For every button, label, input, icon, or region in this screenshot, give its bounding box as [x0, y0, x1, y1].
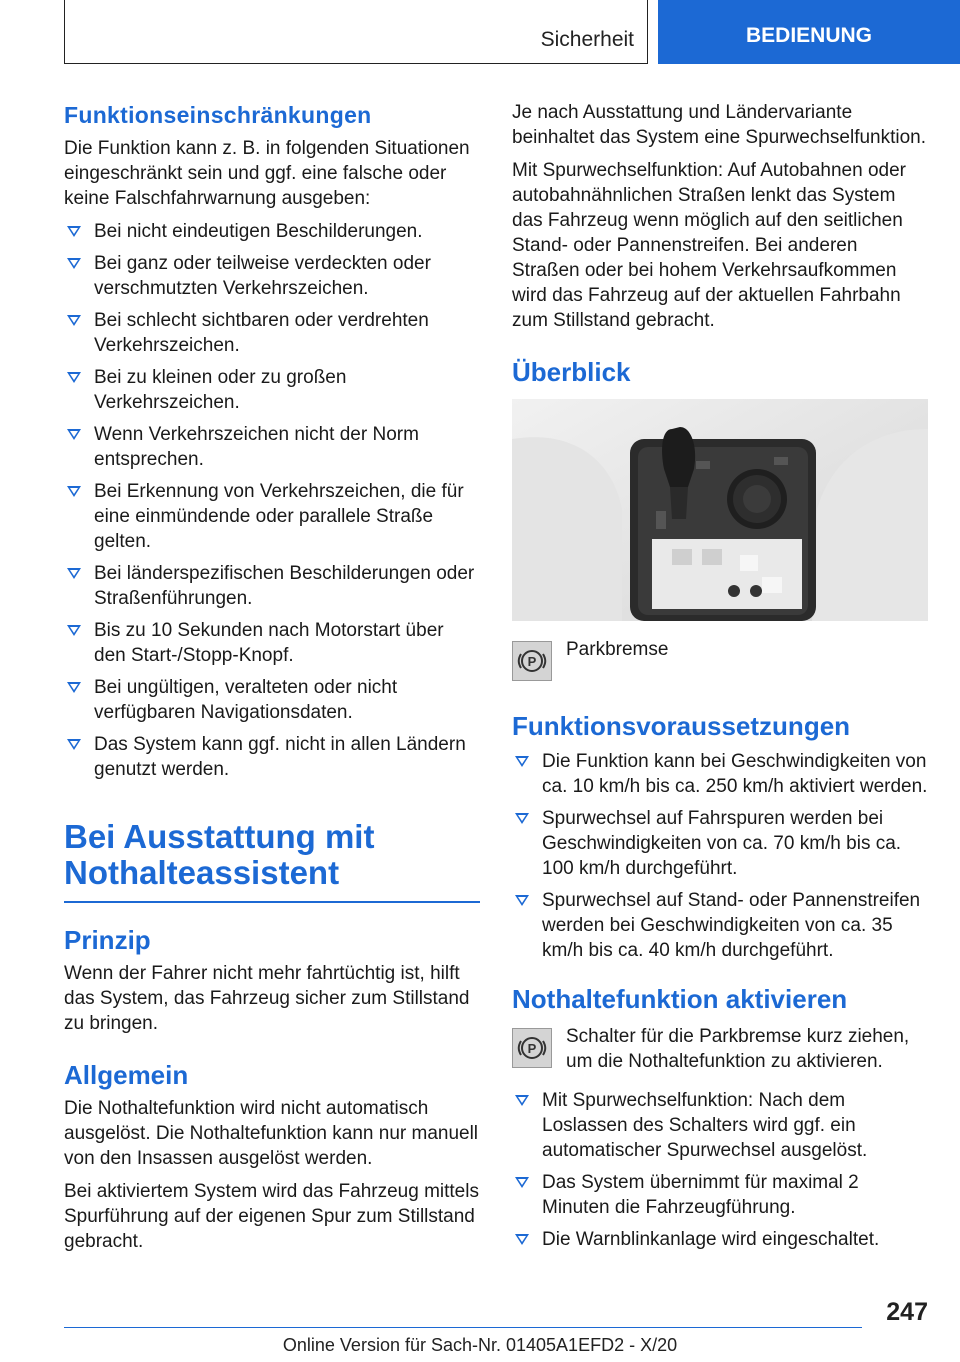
svg-text:P: P	[527, 654, 537, 669]
triangle-bullet-icon	[515, 1095, 529, 1106]
triangle-bullet-icon	[67, 315, 81, 326]
intro-paragraph-right: Je nach Ausstattung und Ländervariante beinhaltet das System eine Spurwechselfunktion.	[512, 102, 927, 148]
triangle-bullet-icon	[67, 486, 81, 497]
parking-brake-icon	[512, 641, 552, 681]
aktivieren-instruction	[512, 1024, 928, 1074]
list-item: Bei Erkennung von Verkehrszeichen, die für eine einmündende oder parallele Straße gelten.	[64, 479, 480, 554]
svg-text:P: P	[527, 1041, 537, 1056]
right-column	[512, 100, 928, 1259]
triangle-bullet-icon	[67, 625, 81, 636]
triangle-bullet-icon	[67, 226, 81, 237]
triangle-bullet-icon	[67, 372, 81, 383]
list-item: Spurwechsel auf Fahrspuren werden bei Geschwindigkeiten von ca. 70 km/h bis ca. 100 km/h durchgeführt.	[512, 806, 928, 881]
parkbremse-label: Parkbremse	[566, 639, 669, 660]
triangle-bullet-icon	[67, 568, 81, 579]
center-console-photo	[512, 399, 928, 621]
list-item: Das System übernimmt für maximal 2 Minuten die Fahrzeugführung.	[512, 1170, 928, 1220]
list-item: Wenn Verkehrszeichen nicht der Norm entsprechen.	[64, 422, 480, 472]
parkbremse-legend	[512, 637, 928, 681]
aktivieren-paragraph: Schalter für die Parkbremse kurz ziehen, um die Nothaltefunktion zu aktivieren.	[566, 1026, 910, 1072]
list-item: Bei länderspezifischen Beschilderungen oder Straßenführungen.	[64, 561, 480, 611]
list-item: Bei schlecht sichtbaren oder verdrehten Verkehrszeichen.	[64, 308, 480, 358]
triangle-bullet-icon	[67, 682, 81, 693]
triangle-bullet-icon	[515, 895, 529, 906]
triangle-bullet-icon	[515, 1177, 529, 1188]
header-tab-bedienung[interactable]: BEDIENUNG	[658, 0, 960, 64]
triangle-bullet-icon	[515, 1234, 529, 1245]
list-item: Bei ungültigen, veralteten oder nicht verfügbaren Navigationsdaten.	[64, 675, 480, 725]
list-item: Bei ganz oder teilweise verdeckten oder verschmutzten Verkehrszeichen.	[64, 251, 480, 301]
list-item: Bei zu kleinen oder zu großen Verkehrszeichen.	[64, 365, 480, 415]
allgemein-paragraph-2: Bei aktiviertem System wird das Fahrzeug mittels Spurführung auf der eigenen Spur zum Stillstand gebracht.	[64, 1181, 479, 1252]
header-section-title: Sicherheit	[540, 28, 634, 51]
footer-text: Online Version für Sach-Nr. 01405A1EFD2 - X/20	[282, 1335, 678, 1355]
triangle-bullet-icon	[67, 429, 81, 440]
list-item: Bis zu 10 Sekunden nach Motorstart über den Start-/Stopp-Knopf.	[64, 618, 480, 668]
heading-funktionsvoraussetzungen: Funktionsvoraussetzungen	[512, 711, 851, 741]
allgemein-paragraph-1: Die Nothaltefunktion wird nicht automatisch ausgelöst. Die Nothaltefunktion kann nur manuell von den Insassen ausgelöst werden.	[64, 1098, 479, 1169]
triangle-bullet-icon	[515, 813, 529, 824]
parking-brake-icon	[512, 1028, 552, 1068]
footer-divider	[64, 1327, 862, 1328]
voraussetzungen-list	[512, 749, 928, 963]
intro-paragraph: Die Funktion kann z. B. in folgenden Situationen eingeschränkt sein und ggf. eine falsche oder keine Falschfahrwarnung ausgeben:	[64, 138, 470, 209]
limitations-list	[64, 219, 480, 782]
heading-ausstattung: Bei Ausstattung mit Nothalteassistent	[64, 818, 375, 891]
heading-divider	[64, 901, 480, 903]
list-item: Bei nicht eindeutigen Beschilderungen.	[64, 219, 480, 244]
list-item: Die Warnblinkanlage wird eingeschaltet.	[512, 1227, 928, 1252]
spurwechsel-paragraph: Mit Spurwechselfunktion: Auf Autobahnen oder autobahnähnlichen Straßen lenkt das System das Fahrzeug wenn möglich auf den seitlichen Stand- oder Pannenstreifen. Bei anderen Straßen oder bei hohem Verkehrsaufkommen wird das Fahrzeug auf der aktuellen Fahrbahn zum Stillstand gebracht.	[512, 160, 906, 331]
heading-funktionseinschraenkungen: Funktionseinschränkungen	[64, 102, 372, 128]
triangle-bullet-icon	[67, 258, 81, 269]
left-column	[64, 100, 480, 1262]
list-item: Mit Spurwechselfunktion: Nach dem Loslassen des Schalters wird ggf. ein automatischer Spurwechsel ausgelöst.	[512, 1088, 928, 1163]
prinzip-paragraph: Wenn der Fahrer nicht mehr fahrtüchtig ist, hilft das System, das Fahrzeug sicher zum Stillstand zu bringen.	[64, 963, 470, 1034]
list-item: Das System kann ggf. nicht in allen Ländern genutzt werden.	[64, 732, 480, 782]
heading-prinzip: Prinzip	[64, 925, 151, 955]
list-item: Spurwechsel auf Stand- oder Pannenstreifen werden bei Geschwindigkeiten von ca. 35 km/h bis ca. 40 km/h durchgeführt.	[512, 888, 928, 963]
list-item: Die Funktion kann bei Geschwindigkeiten von ca. 10 km/h bis ca. 250 km/h aktiviert werden.	[512, 749, 928, 799]
page-number: 247	[886, 1298, 928, 1326]
heading-nothaltefunktion-aktivieren: Nothaltefunktion aktivieren	[512, 984, 848, 1014]
aktivieren-list	[512, 1088, 928, 1252]
triangle-bullet-icon	[67, 739, 81, 750]
heading-allgemein: Allgemein	[64, 1060, 189, 1090]
heading-ueberblick: Überblick	[512, 357, 631, 387]
triangle-bullet-icon	[515, 756, 529, 767]
